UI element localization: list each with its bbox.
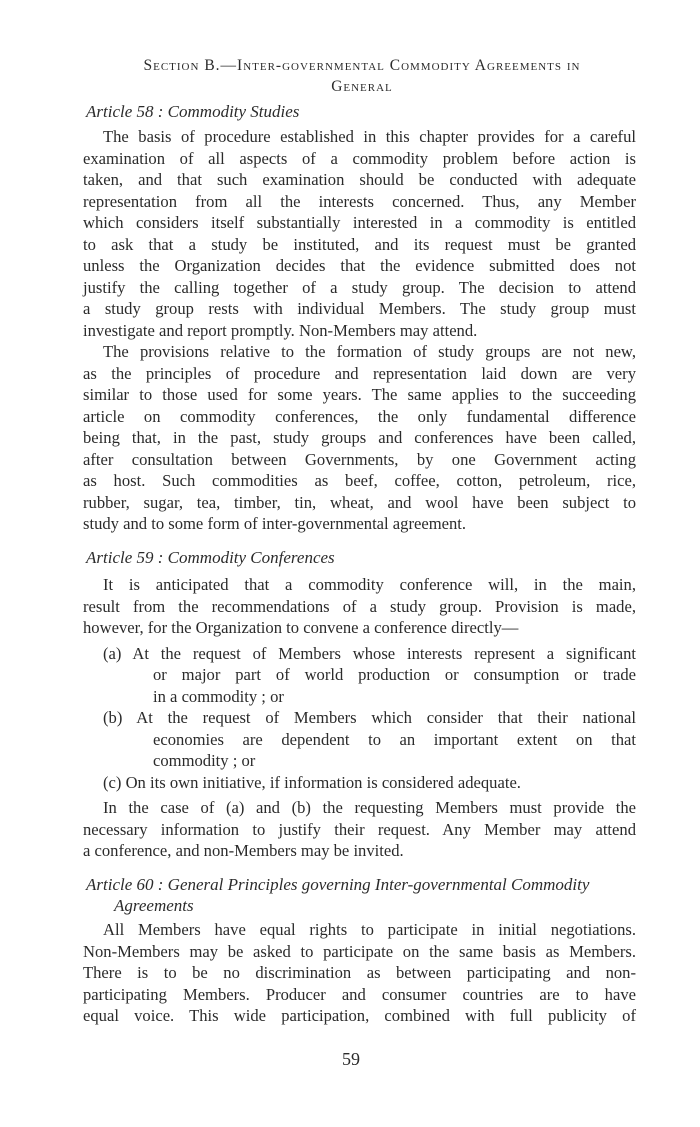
- line: There is to be no discrimination as between participating and non-: [83, 963, 636, 982]
- line: as host. Such commodities as beef, coffee, cotton, petroleum, rice,: [83, 471, 636, 490]
- line: being that, in the past, study groups and conferences have been called,: [83, 428, 636, 447]
- line: as the principles of procedure and representation laid down are very: [83, 364, 636, 383]
- line: a study group rests with individual Members. The study group must: [83, 299, 636, 318]
- line: similar to those used for some years. The same applies to the succeeding: [83, 385, 636, 404]
- line: result from the recommendations of a study group. Provision is made,: [83, 597, 636, 616]
- page-number: 59: [342, 1049, 360, 1069]
- line: Non-Members may be asked to participate on the same basis as Members.: [83, 942, 636, 961]
- line: participating Members. Producer and consumer countries are to have: [83, 985, 636, 1004]
- line: The provisions relative to the formation of study groups are not new,: [103, 342, 636, 361]
- line: article on commodity conferences, the only fundamental difference: [83, 407, 636, 426]
- article-58-heading: Article 58 : Commodity Studies: [86, 102, 300, 121]
- line: unless the Organization decides that the evidence submitted does not: [83, 256, 636, 275]
- section-heading-line1: Section B.—Inter-governmental Commodity Agreements in: [143, 57, 581, 74]
- line: equal voice. This wide participation, combined with full publicity of: [83, 1006, 636, 1025]
- line: (a) At the request of Members whose interests represent a significant: [103, 644, 636, 663]
- line: The basis of procedure established in this chapter provides for a careful: [103, 127, 636, 146]
- line: (c) On its own initiative, if information is considered adequate.: [103, 773, 521, 792]
- line: rubber, sugar, tea, timber, tin, wheat, and wool have been subject to: [83, 493, 636, 512]
- line: which considers itself substantially interested in a commodity is entitled: [83, 213, 636, 232]
- line: It is anticipated that a commodity conference will, in the main,: [103, 575, 636, 594]
- line: economies are dependent to an important extent on that: [153, 730, 636, 749]
- line: however, for the Organization to convene a conference directly—: [83, 618, 519, 637]
- article-60-heading-continued: Agreements: [114, 896, 194, 915]
- line: examination of all aspects of a commodity problem before action is: [83, 149, 636, 168]
- line: commodity ; or: [153, 751, 256, 770]
- article-59-heading: Article 59 : Commodity Conferences: [86, 548, 335, 567]
- line: a conference, and non-Members may be invited.: [83, 841, 404, 860]
- line: or major part of world production or consumption or trade: [153, 665, 636, 684]
- line: study and to some form of inter-governmental agreement.: [83, 514, 467, 533]
- line: to ask that a study be instituted, and its request must be granted: [83, 235, 636, 254]
- article-60-heading: Article 60 : General Principles governing Inter-governmental Commodity: [86, 875, 590, 894]
- line: necessary information to justify their request. Any Member may attend: [83, 820, 636, 839]
- line: investigate and report promptly. Non-Members may attend.: [83, 321, 478, 340]
- line: justify the calling together of a study group. The decision to attend: [83, 278, 636, 297]
- line: taken, and that such examination should be conducted with adequate: [83, 170, 636, 189]
- line: In the case of (a) and (b) the requesting Members must provide the: [103, 798, 636, 817]
- line: (b) At the request of Members which consider that their national: [103, 708, 636, 727]
- line: representation from all the interests concerned. Thus, any Member: [83, 192, 636, 211]
- line: after consultation between Governments, by one Government acting: [83, 450, 636, 469]
- line: All Members have equal rights to participate in initial negotiations.: [103, 920, 636, 939]
- line: in a commodity ; or: [153, 687, 284, 706]
- section-heading-line2: General: [331, 78, 393, 95]
